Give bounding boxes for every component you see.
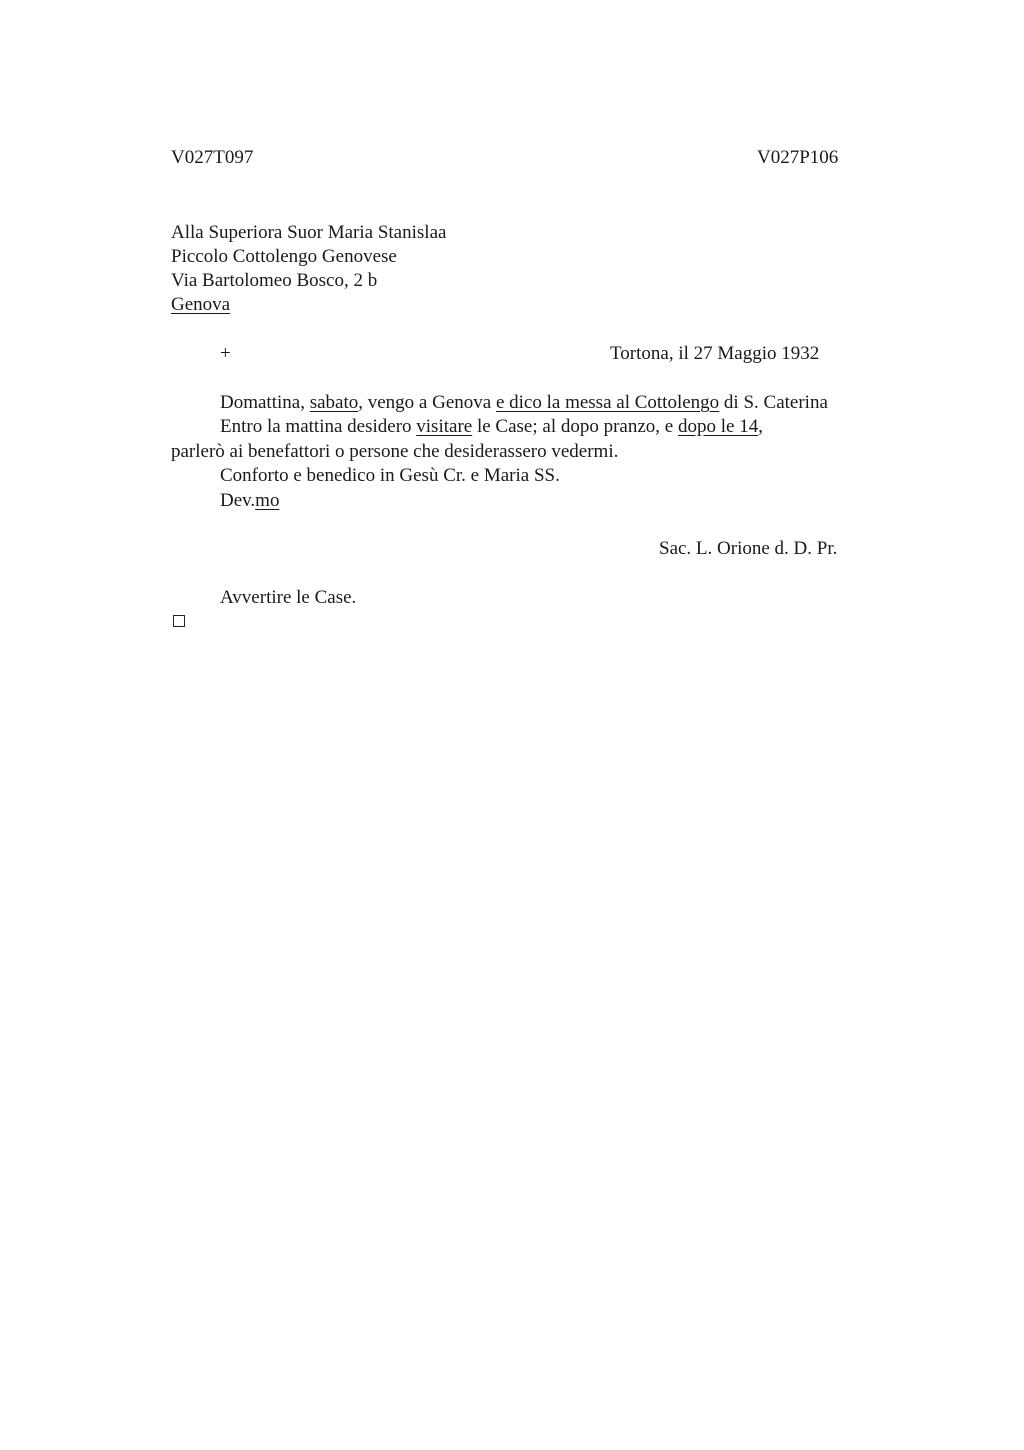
closing-devotion xyxy=(220,489,279,513)
text-run: Dev. xyxy=(220,490,256,511)
underlined-text-run: e dico la messa al Cottolengo xyxy=(495,392,720,413)
body-paragraph-2 xyxy=(220,415,763,439)
underlined-text-run: visitare xyxy=(416,416,473,437)
end-mark-square-icon xyxy=(173,615,185,627)
body-paragraph-3: Conforto e benedico in Gesù Cr. e Maria SS. xyxy=(220,465,560,486)
right-reference-code: V027P106 xyxy=(757,147,839,168)
underlined-text-run: sabato xyxy=(309,392,359,413)
postscript: Avvertire le Case. xyxy=(220,587,357,608)
address-line-recipient: Alla Superiora Suor Maria Stanislaa xyxy=(171,222,447,243)
cross-mark: + xyxy=(220,343,231,364)
text-run: Entro la mattina desidero xyxy=(220,416,417,437)
text-run: Domattina, xyxy=(220,392,310,413)
text-run: , xyxy=(758,416,763,437)
address-line-institution: Piccolo Cottolengo Genovese xyxy=(171,246,397,267)
body-paragraph-1 xyxy=(220,391,828,415)
underlined-text-run: dopo le 14 xyxy=(677,416,759,437)
address-line-city xyxy=(171,293,230,317)
text-run: di S. Caterina xyxy=(719,392,828,413)
signature: Sac. L. Orione d. D. Pr. xyxy=(659,538,838,559)
place-and-date: Tortona, il 27 Maggio 1932 xyxy=(610,343,820,364)
text-run: , vengo a Genova xyxy=(358,392,496,413)
underlined-text-run: mo xyxy=(255,490,280,511)
text-run: le Case; al dopo pranzo, e xyxy=(472,416,678,437)
address-city-underlined: Genova xyxy=(171,294,231,315)
body-paragraph-2-continuation: parlerò ai benefattori o persone che desiderassero vedermi. xyxy=(171,441,619,462)
left-reference-code: V027T097 xyxy=(171,147,254,168)
address-line-street: Via Bartolomeo Bosco, 2 b xyxy=(171,270,378,291)
